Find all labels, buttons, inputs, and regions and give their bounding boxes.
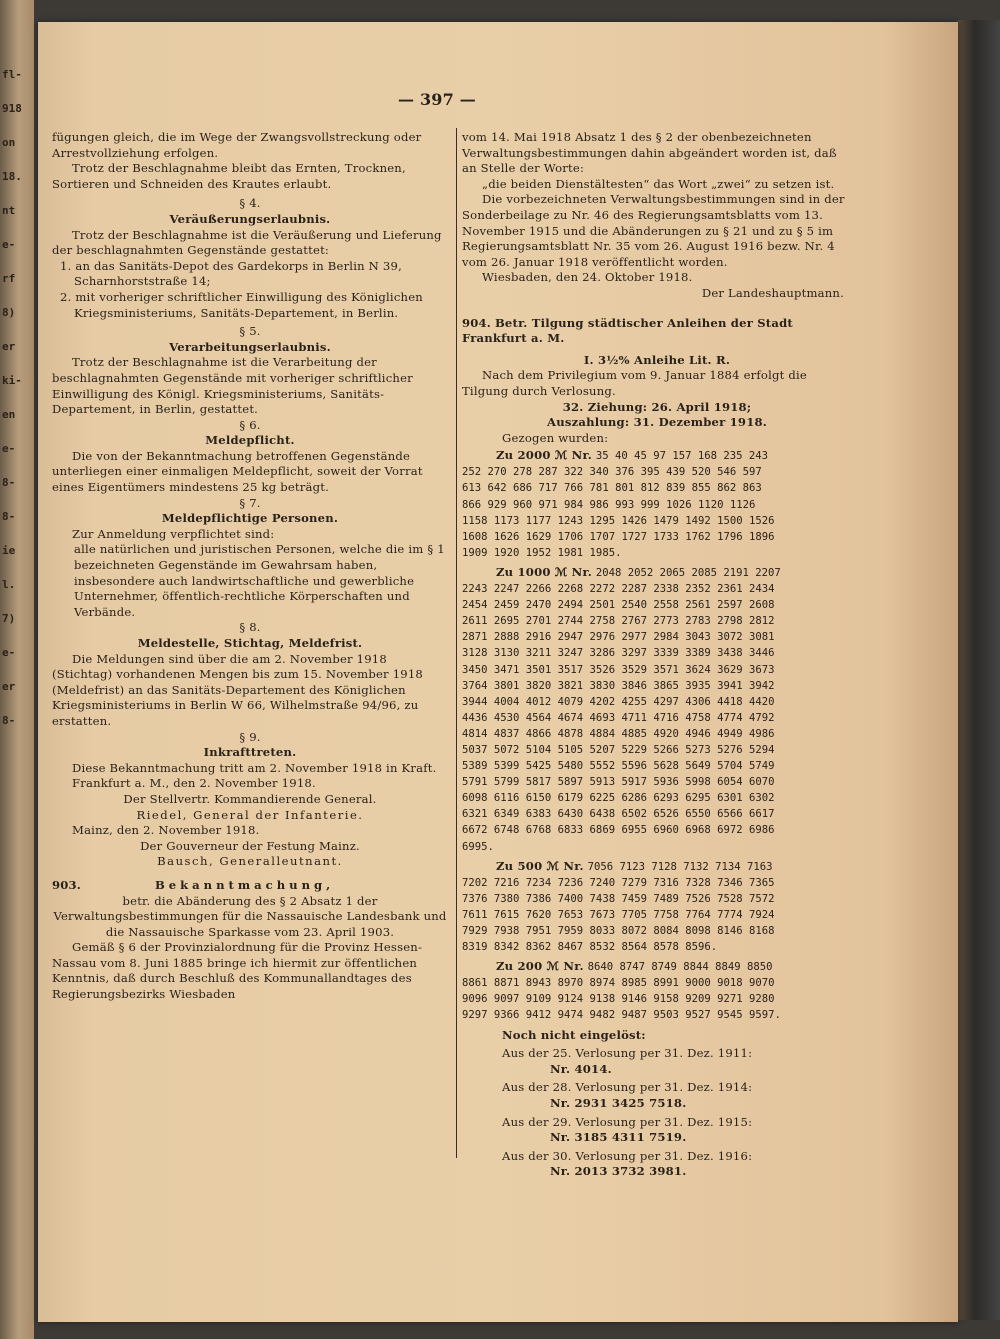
margin-fragment: rf [2,272,16,285]
margin-fragment: e- [2,442,16,455]
signature-name: Bausch, Generalleutnant. [157,854,343,869]
margin-fragment: e- [2,238,16,251]
notice-number: 903. [52,877,82,892]
payout-date: Auszahlung: 31. Dezember 1918. [547,415,767,430]
drawn-group-1000 [462,565,852,855]
group-numbers: 2048 2052 2065 2085 2191 2207 2243 2247 2266 2268 2272 2287 2338 2352 2361 2434 2454 2459 2470 2494 2501 2540 2558 2561 2597 2608 2611 2695 2701 2744 2758 2767 2773 2783 2798 2812 2871 2888 2916 2947 2976 2977 2984 3043 3072 3081 3128 3130 3211 3247 3286 3297 3339 3389 3438 3446 3450 3471 3501 3517 3526 3529 3571 3624 3629 3673 3764 3801 3820 3821 3830 3846 3865 3935 3941 3942 3944 4004 4012 4079 4202 4255 4297 4306 4418 4420 4436 4530 4564 4674 4693 4711 4716 4758 4774 4792 4814 4837 4866 4878 4884 4885 4920 4946 4949 4986 5037 5072 5104 5105 5207 5229 5266 5273 5276 5294 5389 5399 5425 5480 5552 5596 5628 5649 5704 5749 5791 5799 5817 5897 5913 5917 5936 5998 6054 6070 6098 6116 6150 6179 6225 6286 6293 6295 6301 6302 6321 6349 6383 6430 6438 6502 6526 6550 6566 6617 6672 6748 6768 6833 6869 6955 6960 6968 6972 6986 6995. [462,566,781,853]
signature-title: Der Landeshauptmann. [701,285,844,300]
paragraph: Die von der Bekanntmachung betroffenen Gegenstände unterliegen einer einmaligen Meldepflicht, soweit der Vorrat eines Eigentümers mindestens 25 kg beträgt. [52,448,423,495]
place-date: Mainz, den 2. November 1918. [72,823,260,838]
section-number: § 6. [239,417,261,432]
notice-subject: betr. die Abänderung des § 2 Absatz 1 der Verwaltungsbestimmungen für die Nassauische Landesbank und die Nassauische Sparkasse vom 23. April 1903. [53,893,447,939]
outstanding-numbers: Nr. 3185 4311 7519. [550,1130,687,1145]
outstanding-label: Noch nicht eingelöst: [502,1027,646,1042]
right-column [462,130,852,1180]
outstanding-lead: Aus der 25. Verlosung per 31. Dez. 1911: [502,1046,753,1061]
column-divider [456,128,457,1158]
paragraph: Die Meldungen sind über die am 2. November 1918 (Stichtag) vorhandenen Mengen bis zum 15. November 1918 (Meldefrist) an das Sanitäts-Departement des Königlichen Kriegsministeriums in Berlin W 66, Wilhelmstraße 94/96, zu erstatten. [52,651,423,728]
paragraph: Gemäß § 6 der Provinzialordnung für die Provinz Hessen-Nassau vom 8. Juni 1885 bringe ich hiermit zur öffentlichen Kenntnis, daß durch Beschluß des Kommunallandtages des Regierungsbezirks Wiesbaden [52,940,423,1002]
paragraph: Diese Bekanntmachung tritt am 2. November 1918 in Kraft. [72,760,437,775]
outstanding-numbers: Nr. 2931 3425 7518. [550,1095,687,1110]
section-title: Verarbeitungserlaubnis. [169,339,331,354]
margin-fragment: 18. [2,170,22,183]
document-page [38,22,958,1322]
drawn-label: Gezogen wurden: [502,430,609,445]
page-number: — 397 — [398,90,476,109]
margin-fragment: 8- [2,476,16,489]
margin-fragment: ie [2,544,16,557]
place-date: Wiesbaden, den 24. Oktober 1918. [482,270,693,285]
margin-fragment: 8- [2,714,16,727]
section-title: Meldepflicht. [205,433,295,448]
outstanding-numbers: Nr. 4014. [550,1061,612,1076]
section-number: § 4. [239,196,261,211]
drawn-group-200 [462,959,852,1023]
outstanding-lead: Aus der 29. Verlosung per 31. Dez. 1915: [502,1114,753,1129]
group-label: Zu 200 ℳ Nr. [496,959,584,974]
outstanding-entry [462,1149,852,1180]
previous-page-fragments [0,60,34,1310]
paragraph: vom 14. Mai 1918 Absatz 1 des § 2 der obenbezeichneten Verwaltungsbestimmungen dahin abgeändert worden ist, daß an Stelle der Worte: [462,130,837,176]
notice-heading [52,878,448,894]
margin-fragment: 918 [2,102,22,115]
loan-title: I. 3½% Anleihe Lit. R. [583,352,731,367]
section-number: § 7. [239,495,261,510]
group-numbers: 35 40 45 97 157 168 235 243 252 270 278 287 322 340 376 395 439 520 546 597 613 642 686 717 766 781 801 812 839 855 862 863 866 929 960 971 984 986 993 999 1026 1120 1126 1158 1173 1177 1243 1295 1426 1479 1492 1500 1526 1608 1626 1629 1706 1707 1727 1733 1762 1796 1896 1909 1920 1952 1981 1985. [462,450,775,559]
signature-title: Der Stellvertr. Kommandierende General. [123,791,377,806]
margin-fragment: 8- [2,510,16,523]
margin-fragment: 8) [2,306,16,319]
left-column [52,130,448,1003]
notice-title: Betr. Tilgung städtischer Anleihen der Stadt Frankfurt a. M. [462,315,793,346]
margin-fragment: on [2,136,16,149]
outstanding-numbers: Nr. 2013 3732 3981. [550,1164,687,1179]
paragraph: Trotz der Beschlagnahme ist die Veräußerung und Lieferung der beschlagnahmten Gegenstände gestattet: [52,227,442,258]
paragraph: Nach dem Privilegium vom 9. Januar 1884 erfolgt die Tilgung durch Verlosung. [462,368,807,398]
margin-fragment: er [2,680,16,693]
group-label: Zu 500 ℳ Nr. [496,858,584,873]
outstanding-entry [462,1080,852,1111]
outstanding-lead: Aus der 30. Verlosung per 31. Dez. 1916: [502,1148,753,1163]
section-number: § 5. [239,324,261,339]
margin-fragment: nt [2,204,16,217]
outstanding-entry [462,1115,852,1146]
book-spine [958,20,1000,1320]
draw-date: 32. Ziehung: 26. April 1918; [562,399,752,414]
margin-fragment: l. [2,578,16,591]
place-date: Frankfurt a. M., den 2. November 1918. [72,776,316,791]
paragraph: Trotz der Beschlagnahme ist die Verarbeitung der beschlagnahmten Gegenstände mit vorheriger schriftlicher Einwilligung des Königl. Kriegsministeriums, Sanitäts-Departement, in Berlin, gestattet. [52,355,413,417]
margin-fragment: en [2,408,16,421]
group-numbers: 8640 8747 8749 8844 8849 8850 8861 8871 8943 8970 8974 8985 8991 9000 9018 9070 9096 9097 9109 9124 9138 9146 9158 9209 9271 9280 9297 9366 9412 9474 9482 9487 9503 9527 9545 9597. [462,961,781,1022]
group-label: Zu 2000 ℳ Nr. [496,448,592,463]
drawn-group-2000 [462,448,852,561]
notice-number: 904. [462,315,492,330]
drawn-group-500 [462,859,852,956]
group-label: Zu 1000 ℳ Nr. [496,564,592,579]
section-number: § 9. [239,729,261,744]
quotation: „die beiden Dienstältesten“ das Wort „zwei“ zu setzen ist. [482,176,835,191]
paragraph: fügungen gleich, die im Wege der Zwangsvollstreckung oder Arrestvollziehung erfolgen. [52,130,422,160]
signature-title: Der Gouverneur der Festung Mainz. [140,838,360,853]
margin-fragment: fl- [2,68,22,81]
outstanding-list [462,1046,852,1180]
section-title: Veräußerungserlaubnis. [169,211,331,226]
section-number: § 8. [239,620,261,635]
signature-name: Riedel, General der Infanterie. [136,807,364,822]
margin-fragment: er [2,340,16,353]
list-item: 1. an das Sanitäts-Depot des Gardekorps in Berlin N 39, Scharnhorststraße 14; [60,258,402,289]
margin-fragment: ki- [2,374,22,387]
outstanding-lead: Aus der 28. Verlosung per 31. Dez. 1914: [502,1080,753,1095]
paragraph: Zur Anmeldung verpflichtet sind: [72,526,275,541]
margin-fragment: e- [2,646,16,659]
list-item: 2. mit vorheriger schriftlicher Einwilligung des Königlichen Kriegsministeriums, Sanitäts-Departement, in Berlin. [60,289,423,320]
margin-fragment: 7) [2,612,16,625]
group-numbers: 7056 7123 7128 7132 7134 7163 7202 7216 7234 7236 7240 7279 7316 7328 7346 7365 7376 7380 7386 7400 7438 7459 7489 7526 7528 7572 7611 7615 7620 7653 7673 7705 7758 7764 7774 7924 7929 7938 7951 7959 8033 8072 8084 8098 8146 8168 8319 8342 8362 8467 8532 8564 8578 8596. [462,860,775,954]
section-title: Meldepflichtige Personen. [161,511,339,526]
paragraph: Trotz der Beschlagnahme bleibt das Ernten, Trocknen, Sortieren und Schneiden des Krautes erlaubt. [52,161,406,191]
notice-title: Bekanntmachung, [154,877,335,892]
paragraph: alle natürlichen und juristischen Personen, welche die im § 1 bezeichneten Gegenstände im Gewahrsam haben, insbesondere auch landwirtschaftliche und gewerbliche Unternehmer, öffentlich-rechtliche Körperschaften und Verbände. [74,542,445,619]
notice-heading [462,316,852,347]
section-title: Meldestelle, Stichtag, Meldefrist. [137,636,363,650]
section-title: Inkrafttreten. [203,745,297,760]
paragraph: Die vorbezeichneten Verwaltungsbestimmungen sind in der Sonderbeilage zu Nr. 46 des Regierungsamtsblatts vom 13. November 1915 und die Abänderungen zu § 21 und zu § 5 im Regierungsamtsblatt Nr. 35 vom 26. August 1916 bezw. Nr. 4 vom 26. Januar 1918 veröffentlicht worden. [462,192,845,269]
outstanding-entry [462,1046,852,1077]
